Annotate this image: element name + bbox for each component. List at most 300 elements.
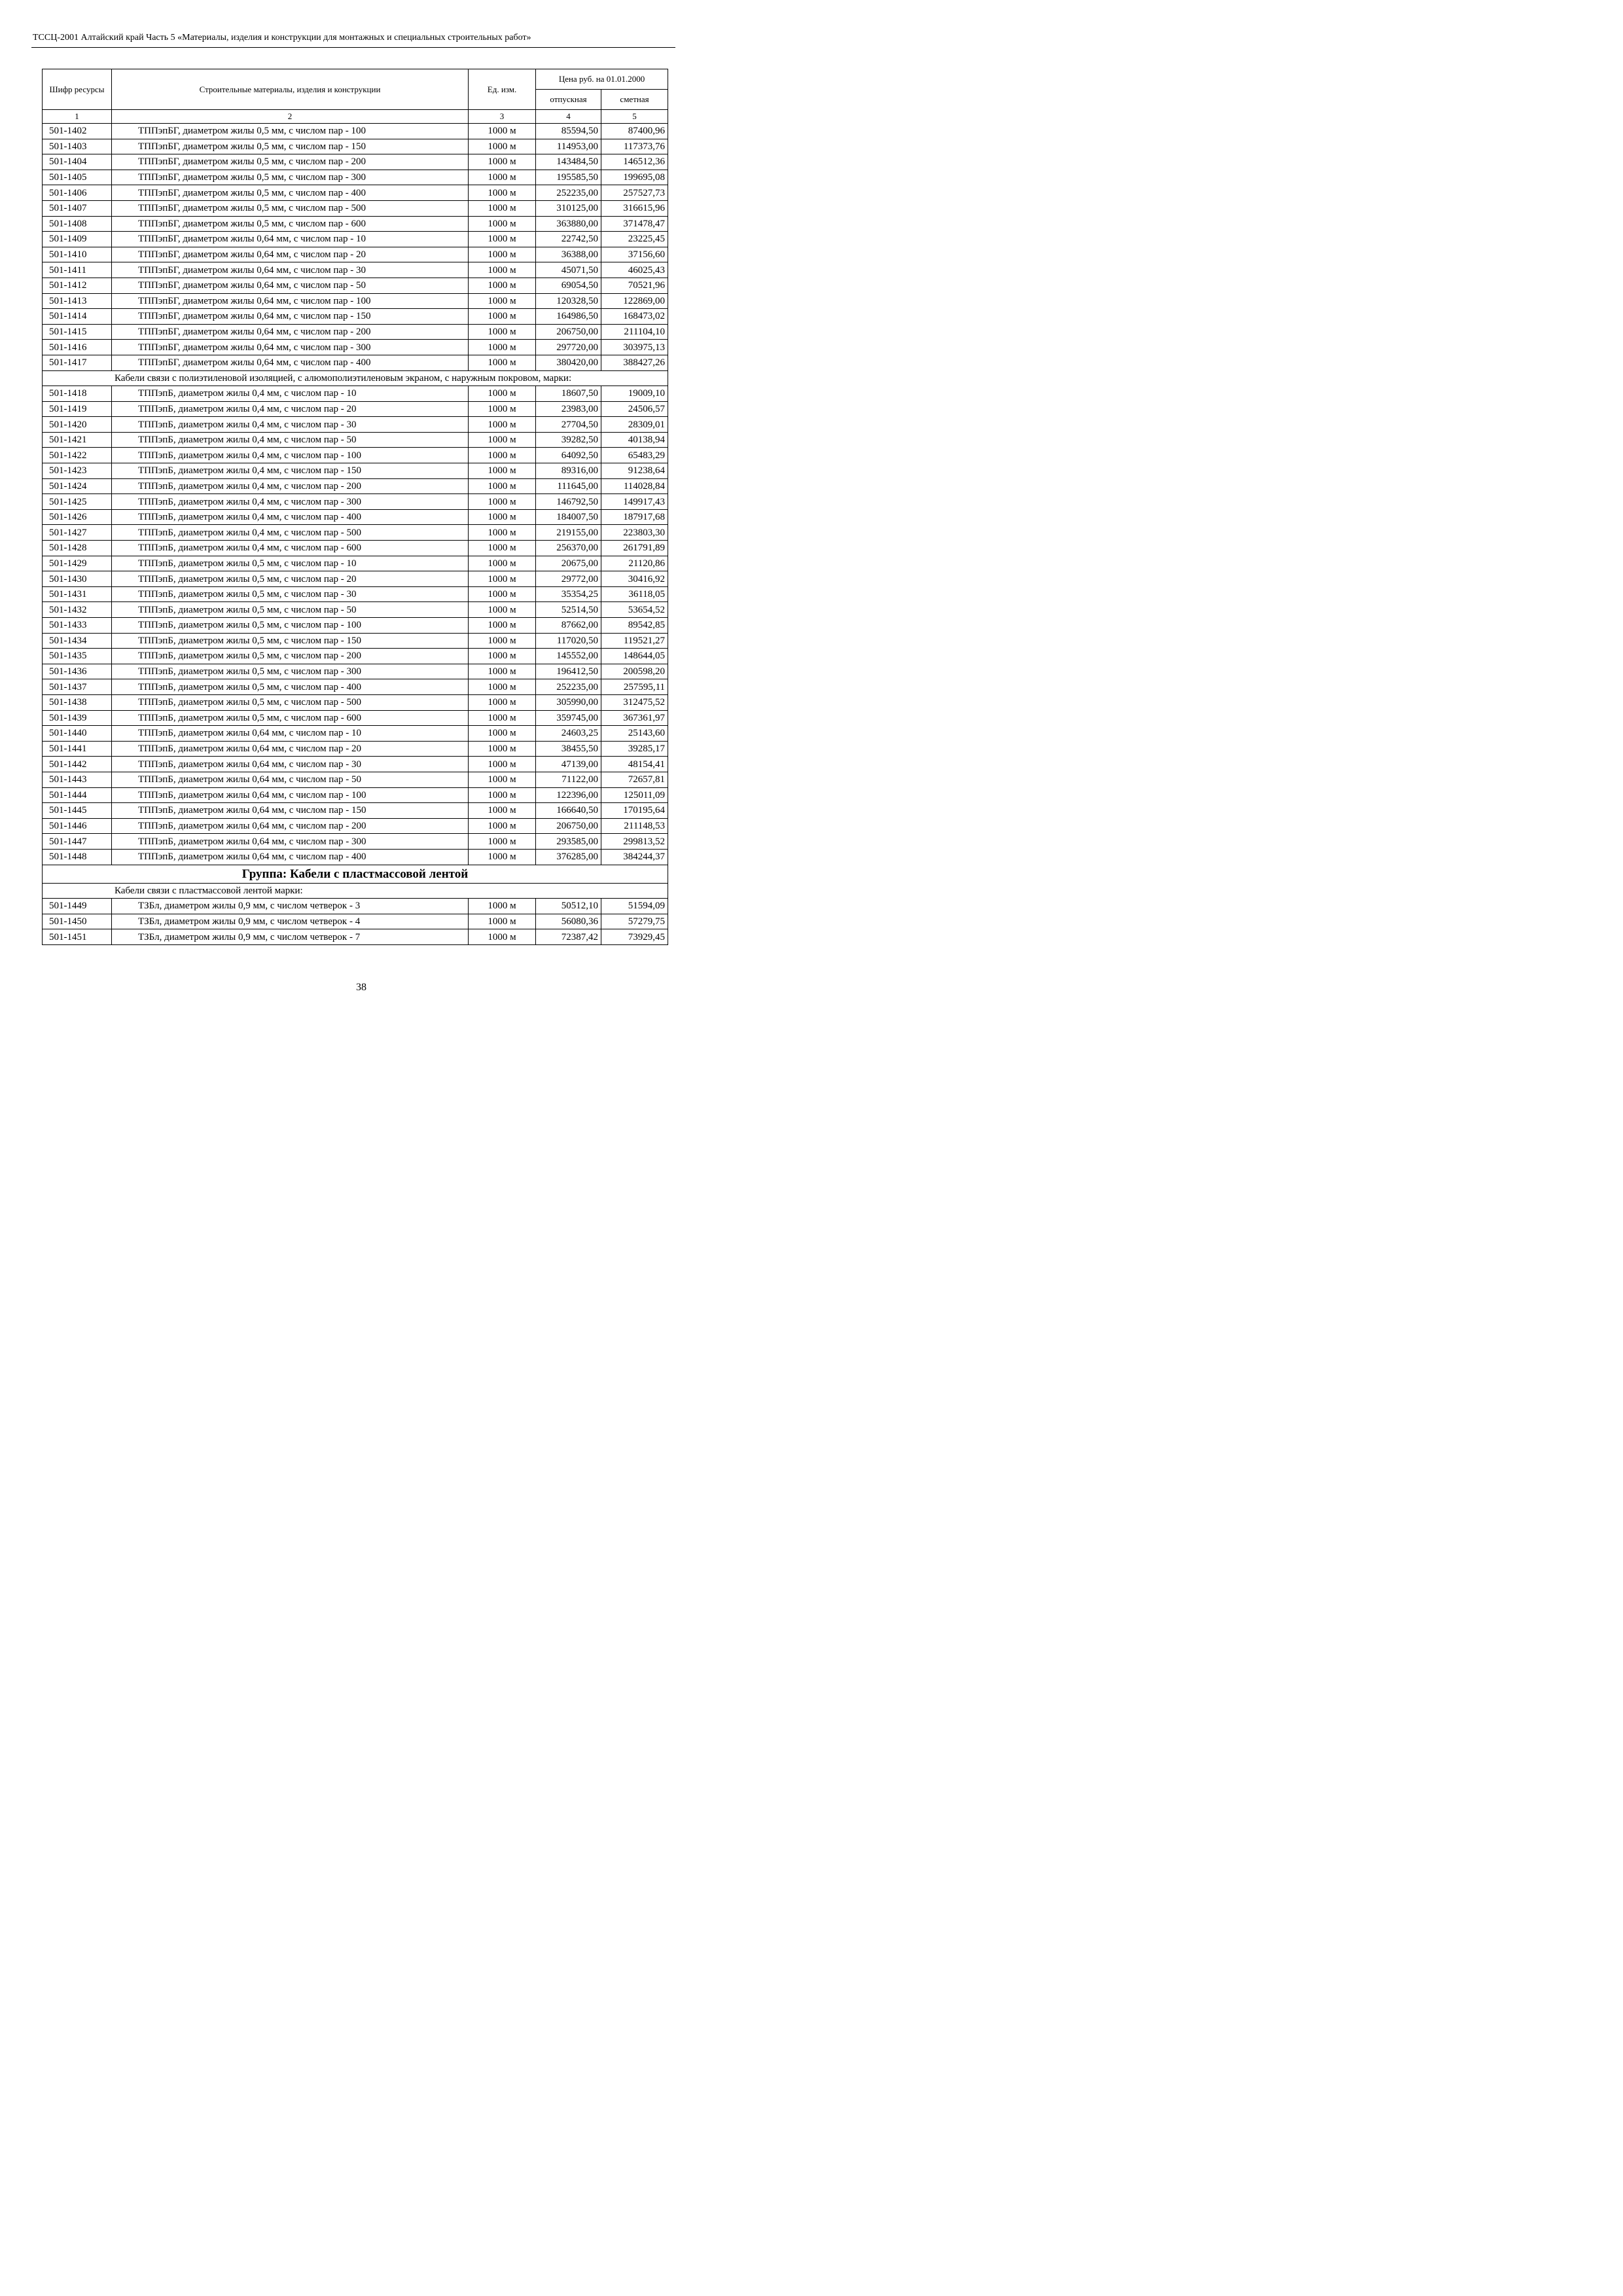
cell-code: 501-1410	[43, 247, 112, 262]
cell-name: ТППэпБ, диаметром жилы 0,5 мм, с числом пар - 150	[112, 633, 469, 649]
header-estimate-price: сметная	[601, 90, 668, 110]
cell-unit: 1000 м	[469, 914, 536, 929]
table-row	[43, 618, 668, 634]
cell-name: ТППэпБ, диаметром жилы 0,5 мм, с числом пар - 500	[112, 694, 469, 710]
cell-code: 501-1424	[43, 478, 112, 494]
cell-release: 206750,00	[536, 324, 601, 340]
cell-name: ТППэпБ, диаметром жилы 0,64 мм, с числом пар - 300	[112, 834, 469, 850]
cell-estimate: 37156,60	[601, 247, 668, 262]
cell-unit: 1000 м	[469, 154, 536, 170]
cell-unit: 1000 м	[469, 803, 536, 819]
cell-estimate: 312475,52	[601, 694, 668, 710]
cell-name: ТППэпБ, диаметром жилы 0,64 мм, с числом пар - 400	[112, 849, 469, 865]
cell-estimate: 211104,10	[601, 324, 668, 340]
cell-unit: 1000 м	[469, 432, 536, 448]
cell-estimate: 65483,29	[601, 448, 668, 463]
cell-unit: 1000 м	[469, 899, 536, 914]
table-row	[43, 340, 668, 355]
cell-unit: 1000 м	[469, 556, 536, 571]
cell-estimate: 87400,96	[601, 124, 668, 139]
cell-release: 71122,00	[536, 772, 601, 787]
cell-name: ТППэпБ, диаметром жилы 0,5 мм, с числом пар - 100	[112, 618, 469, 634]
price-table	[42, 69, 668, 945]
cell-release: 64092,50	[536, 448, 601, 463]
cell-name: ТППэпБ, диаметром жилы 0,5 мм, с числом пар - 600	[112, 710, 469, 726]
cell-estimate: 200598,20	[601, 664, 668, 679]
table-row	[43, 803, 668, 819]
cell-estimate: 149917,43	[601, 494, 668, 510]
cell-estimate: 28309,01	[601, 417, 668, 433]
cell-code: 501-1437	[43, 679, 112, 695]
cell-release: 27704,50	[536, 417, 601, 433]
cell-code: 501-1419	[43, 401, 112, 417]
cell-code: 501-1451	[43, 929, 112, 945]
cell-code: 501-1438	[43, 694, 112, 710]
cell-release: 184007,50	[536, 509, 601, 525]
cell-name: ТППэпБ, диаметром жилы 0,64 мм, с числом пар - 150	[112, 803, 469, 819]
cell-release: 166640,50	[536, 803, 601, 819]
cell-estimate: 23225,45	[601, 232, 668, 247]
cell-release: 145552,00	[536, 649, 601, 664]
table-row	[43, 914, 668, 929]
cell-estimate: 303975,13	[601, 340, 668, 355]
cell-release: 35354,25	[536, 586, 601, 602]
cell-name: ТППэпБГ, диаметром жилы 0,64 мм, с числом пар - 300	[112, 340, 469, 355]
table-row	[43, 586, 668, 602]
table-row	[43, 448, 668, 463]
cell-unit: 1000 м	[469, 618, 536, 634]
table-row	[43, 232, 668, 247]
cell-estimate: 39285,17	[601, 741, 668, 757]
cell-unit: 1000 м	[469, 340, 536, 355]
table-row	[43, 324, 668, 340]
table-row	[43, 726, 668, 742]
cell-code: 501-1413	[43, 293, 112, 309]
table-row	[43, 556, 668, 571]
table-row	[43, 170, 668, 185]
cell-release: 120328,50	[536, 293, 601, 309]
cell-release: 22742,50	[536, 232, 601, 247]
cell-name: ТППэпБ, диаметром жилы 0,5 мм, с числом пар - 30	[112, 586, 469, 602]
cell-release: 45071,50	[536, 262, 601, 278]
cell-release: 256370,00	[536, 541, 601, 556]
section-heading: Кабели связи с пластмассовой лентой марки:	[43, 883, 668, 899]
cell-unit: 1000 м	[469, 200, 536, 216]
column-number: 4	[536, 110, 601, 124]
cell-release: 39282,50	[536, 432, 601, 448]
cell-unit: 1000 м	[469, 586, 536, 602]
cell-estimate: 73929,45	[601, 929, 668, 945]
cell-code: 501-1421	[43, 432, 112, 448]
cell-unit: 1000 м	[469, 232, 536, 247]
cell-release: 305990,00	[536, 694, 601, 710]
cell-unit: 1000 м	[469, 818, 536, 834]
cell-release: 20675,00	[536, 556, 601, 571]
table-row	[43, 602, 668, 618]
cell-release: 89316,00	[536, 463, 601, 479]
cell-code: 501-1445	[43, 803, 112, 819]
cell-estimate: 187917,68	[601, 509, 668, 525]
column-numbers-row	[43, 110, 668, 124]
cell-release: 72387,42	[536, 929, 601, 945]
cell-name: ТППэпБГ, диаметром жилы 0,64 мм, с числом пар - 50	[112, 278, 469, 293]
table-row	[43, 417, 668, 433]
table-row	[43, 710, 668, 726]
cell-unit: 1000 м	[469, 216, 536, 232]
cell-name: ТППэпБГ, диаметром жилы 0,5 мм, с числом пар - 300	[112, 170, 469, 185]
cell-name: ТППэпБ, диаметром жилы 0,4 мм, с числом пар - 400	[112, 509, 469, 525]
cell-release: 380420,00	[536, 355, 601, 370]
cell-unit: 1000 м	[469, 124, 536, 139]
cell-estimate: 21120,86	[601, 556, 668, 571]
header-price: Цена руб. на 01.01.2000	[536, 69, 668, 90]
cell-code: 501-1415	[43, 324, 112, 340]
table-row	[43, 541, 668, 556]
cell-code: 501-1411	[43, 262, 112, 278]
column-number: 2	[112, 110, 469, 124]
cell-code: 501-1422	[43, 448, 112, 463]
cell-unit: 1000 м	[469, 355, 536, 370]
cell-code: 501-1440	[43, 726, 112, 742]
cell-code: 501-1434	[43, 633, 112, 649]
cell-name: ТППэпБГ, диаметром жилы 0,64 мм, с числом пар - 10	[112, 232, 469, 247]
cell-name: ТППэпБ, диаметром жилы 0,5 мм, с числом пар - 20	[112, 571, 469, 587]
table-row	[43, 463, 668, 479]
header-release-price: отпускная	[536, 90, 601, 110]
cell-estimate: 89542,85	[601, 618, 668, 634]
cell-unit: 1000 м	[469, 679, 536, 695]
cell-name: ТППэпБГ, диаметром жилы 0,64 мм, с числом пар - 30	[112, 262, 469, 278]
cell-unit: 1000 м	[469, 694, 536, 710]
cell-unit: 1000 м	[469, 726, 536, 742]
cell-name: ТППэпБ, диаметром жилы 0,4 мм, с числом пар - 500	[112, 525, 469, 541]
cell-unit: 1000 м	[469, 170, 536, 185]
cell-estimate: 119521,27	[601, 633, 668, 649]
cell-release: 38455,50	[536, 741, 601, 757]
column-number: 5	[601, 110, 668, 124]
table-row	[43, 139, 668, 154]
cell-code: 501-1417	[43, 355, 112, 370]
cell-name: ТППэпБГ, диаметром жилы 0,64 мм, с числом пар - 150	[112, 309, 469, 325]
cell-code: 501-1450	[43, 914, 112, 929]
table-row	[43, 664, 668, 679]
cell-estimate: 24506,57	[601, 401, 668, 417]
cell-release: 196412,50	[536, 664, 601, 679]
table-row	[43, 694, 668, 710]
column-number: 3	[469, 110, 536, 124]
cell-release: 293585,00	[536, 834, 601, 850]
table-row	[43, 679, 668, 695]
table-row	[43, 247, 668, 262]
cell-unit: 1000 м	[469, 278, 536, 293]
table-row	[43, 185, 668, 201]
cell-code: 501-1447	[43, 834, 112, 850]
cell-estimate: 46025,43	[601, 262, 668, 278]
cell-release: 164986,50	[536, 309, 601, 325]
cell-unit: 1000 м	[469, 417, 536, 433]
cell-estimate: 170195,64	[601, 803, 668, 819]
cell-release: 359745,00	[536, 710, 601, 726]
cell-estimate: 48154,41	[601, 757, 668, 772]
cell-unit: 1000 м	[469, 247, 536, 262]
cell-unit: 1000 м	[469, 525, 536, 541]
table-row	[43, 649, 668, 664]
cell-release: 52514,50	[536, 602, 601, 618]
cell-release: 206750,00	[536, 818, 601, 834]
cell-code: 501-1444	[43, 787, 112, 803]
table-row	[43, 494, 668, 510]
table-row	[43, 849, 668, 865]
cell-name: ТППэпБ, диаметром жилы 0,64 мм, с числом пар - 20	[112, 741, 469, 757]
cell-name: ТППэпБГ, диаметром жилы 0,5 мм, с числом пар - 200	[112, 154, 469, 170]
table-row	[43, 154, 668, 170]
cell-code: 501-1436	[43, 664, 112, 679]
cell-name: ТППэпБ, диаметром жилы 0,4 мм, с числом пар - 10	[112, 386, 469, 402]
table-row	[43, 124, 668, 139]
cell-release: 122396,00	[536, 787, 601, 803]
cell-estimate: 384244,37	[601, 849, 668, 865]
cell-unit: 1000 м	[469, 834, 536, 850]
cell-code: 501-1431	[43, 586, 112, 602]
cell-unit: 1000 м	[469, 401, 536, 417]
table-row	[43, 633, 668, 649]
cell-estimate: 148644,05	[601, 649, 668, 664]
cell-unit: 1000 м	[469, 649, 536, 664]
table-row	[43, 834, 668, 850]
cell-unit: 1000 м	[469, 478, 536, 494]
cell-name: ТППэпБГ, диаметром жилы 0,5 мм, с числом пар - 100	[112, 124, 469, 139]
cell-unit: 1000 м	[469, 571, 536, 587]
cell-release: 24603,25	[536, 726, 601, 742]
cell-unit: 1000 м	[469, 262, 536, 278]
document-header-title: ТССЦ-2001 Алтайский край Часть 5 «Материалы, изделия и конструкции для монтажных и специальных строительных работ»	[33, 33, 531, 43]
group-heading: Группа: Кабели с пластмассовой лентой	[43, 865, 668, 883]
cell-name: ТППэпБ, диаметром жилы 0,4 мм, с числом пар - 150	[112, 463, 469, 479]
cell-unit: 1000 м	[469, 309, 536, 325]
cell-release: 111645,00	[536, 478, 601, 494]
table-row	[43, 929, 668, 945]
cell-code: 501-1420	[43, 417, 112, 433]
cell-estimate: 51594,09	[601, 899, 668, 914]
cell-code: 501-1408	[43, 216, 112, 232]
cell-code: 501-1416	[43, 340, 112, 355]
cell-unit: 1000 м	[469, 633, 536, 649]
cell-name: ТППэпБГ, диаметром жилы 0,64 мм, с числом пар - 400	[112, 355, 469, 370]
cell-code: 501-1402	[43, 124, 112, 139]
cell-estimate: 257595,11	[601, 679, 668, 695]
cell-unit: 1000 м	[469, 509, 536, 525]
cell-estimate: 25143,60	[601, 726, 668, 742]
cell-name: ТЗБл, диаметром жилы 0,9 мм, с числом четверок - 3	[112, 899, 469, 914]
cell-name: ТППэпБГ, диаметром жилы 0,64 мм, с числом пар - 20	[112, 247, 469, 262]
cell-code: 501-1429	[43, 556, 112, 571]
cell-name: ТППэпБ, диаметром жилы 0,64 мм, с числом пар - 200	[112, 818, 469, 834]
section-heading-row	[43, 883, 668, 899]
cell-release: 143484,50	[536, 154, 601, 170]
cell-code: 501-1432	[43, 602, 112, 618]
cell-name: ТППэпБГ, диаметром жилы 0,5 мм, с числом пар - 600	[112, 216, 469, 232]
cell-name: ТППэпБ, диаметром жилы 0,4 мм, с числом пар - 50	[112, 432, 469, 448]
cell-release: 29772,00	[536, 571, 601, 587]
cell-release: 376285,00	[536, 849, 601, 865]
cell-code: 501-1407	[43, 200, 112, 216]
cell-estimate: 168473,02	[601, 309, 668, 325]
cell-name: ТППэпБ, диаметром жилы 0,4 мм, с числом пар - 200	[112, 478, 469, 494]
cell-release: 297720,00	[536, 340, 601, 355]
cell-name: ТППэпБ, диаметром жилы 0,64 мм, с числом пар - 30	[112, 757, 469, 772]
cell-name: ТППэпБ, диаметром жилы 0,64 мм, с числом пар - 100	[112, 787, 469, 803]
cell-unit: 1000 м	[469, 494, 536, 510]
cell-release: 36388,00	[536, 247, 601, 262]
cell-estimate: 72657,81	[601, 772, 668, 787]
table-row	[43, 772, 668, 787]
cell-release: 50512,10	[536, 899, 601, 914]
cell-code: 501-1427	[43, 525, 112, 541]
cell-estimate: 199695,08	[601, 170, 668, 185]
cell-name: ТППэпБГ, диаметром жилы 0,64 мм, с числом пар - 100	[112, 293, 469, 309]
cell-unit: 1000 м	[469, 386, 536, 402]
cell-unit: 1000 м	[469, 710, 536, 726]
cell-name: ТППэпБ, диаметром жилы 0,4 мм, с числом пар - 100	[112, 448, 469, 463]
cell-release: 18607,50	[536, 386, 601, 402]
cell-estimate: 40138,94	[601, 432, 668, 448]
cell-code: 501-1426	[43, 509, 112, 525]
cell-release: 117020,50	[536, 633, 601, 649]
cell-name: ТППэпБГ, диаметром жилы 0,5 мм, с числом пар - 150	[112, 139, 469, 154]
cell-name: ТППэпБ, диаметром жилы 0,4 мм, с числом пар - 600	[112, 541, 469, 556]
cell-release: 23983,00	[536, 401, 601, 417]
cell-unit: 1000 м	[469, 602, 536, 618]
table-row	[43, 899, 668, 914]
cell-estimate: 257527,73	[601, 185, 668, 201]
cell-estimate: 36118,05	[601, 586, 668, 602]
cell-estimate: 114028,84	[601, 478, 668, 494]
page-number: 38	[356, 982, 366, 993]
cell-estimate: 57279,75	[601, 914, 668, 929]
cell-unit: 1000 м	[469, 741, 536, 757]
cell-code: 501-1446	[43, 818, 112, 834]
table-row	[43, 200, 668, 216]
cell-estimate: 211148,53	[601, 818, 668, 834]
cell-code: 501-1423	[43, 463, 112, 479]
cell-name: ТППэпБ, диаметром жилы 0,4 мм, с числом пар - 20	[112, 401, 469, 417]
cell-code: 501-1425	[43, 494, 112, 510]
cell-unit: 1000 м	[469, 463, 536, 479]
cell-code: 501-1448	[43, 849, 112, 865]
cell-release: 114953,00	[536, 139, 601, 154]
table-row	[43, 478, 668, 494]
cell-estimate: 223803,30	[601, 525, 668, 541]
table-row	[43, 571, 668, 587]
cell-unit: 1000 м	[469, 849, 536, 865]
cell-code: 501-1435	[43, 649, 112, 664]
cell-estimate: 299813,52	[601, 834, 668, 850]
cell-estimate: 388427,26	[601, 355, 668, 370]
cell-release: 85594,50	[536, 124, 601, 139]
cell-code: 501-1428	[43, 541, 112, 556]
cell-unit: 1000 м	[469, 324, 536, 340]
section-heading-row	[43, 370, 668, 386]
cell-estimate: 117373,76	[601, 139, 668, 154]
table-body-a	[43, 124, 668, 371]
cell-unit: 1000 м	[469, 185, 536, 201]
table-row	[43, 278, 668, 293]
header-name: Строительные материалы, изделия и конструкции	[112, 69, 469, 110]
cell-release: 146792,50	[536, 494, 601, 510]
cell-code: 501-1404	[43, 154, 112, 170]
cell-release: 195585,50	[536, 170, 601, 185]
cell-estimate: 70521,96	[601, 278, 668, 293]
table-row	[43, 509, 668, 525]
cell-unit: 1000 м	[469, 293, 536, 309]
cell-release: 47139,00	[536, 757, 601, 772]
cell-release: 56080,36	[536, 914, 601, 929]
cell-estimate: 122869,00	[601, 293, 668, 309]
cell-estimate: 316615,96	[601, 200, 668, 216]
cell-code: 501-1439	[43, 710, 112, 726]
cell-unit: 1000 м	[469, 772, 536, 787]
cell-name: ТППэпБГ, диаметром жилы 0,64 мм, с числом пар - 200	[112, 324, 469, 340]
cell-name: ТЗБл, диаметром жилы 0,9 мм, с числом четверок - 4	[112, 914, 469, 929]
column-number: 1	[43, 110, 112, 124]
table-row	[43, 293, 668, 309]
cell-name: ТППэпБ, диаметром жилы 0,5 мм, с числом пар - 200	[112, 649, 469, 664]
table-row	[43, 818, 668, 834]
cell-release: 363880,00	[536, 216, 601, 232]
cell-estimate: 91238,64	[601, 463, 668, 479]
table-row	[43, 401, 668, 417]
cell-code: 501-1433	[43, 618, 112, 634]
cell-release: 69054,50	[536, 278, 601, 293]
table-row	[43, 525, 668, 541]
cell-unit: 1000 м	[469, 541, 536, 556]
header-unit: Ед. изм.	[469, 69, 536, 110]
cell-code: 501-1412	[43, 278, 112, 293]
cell-release: 310125,00	[536, 200, 601, 216]
cell-name: ТЗБл, диаметром жилы 0,9 мм, с числом четверок - 7	[112, 929, 469, 945]
cell-code: 501-1443	[43, 772, 112, 787]
cell-unit: 1000 м	[469, 448, 536, 463]
cell-code: 501-1449	[43, 899, 112, 914]
cell-unit: 1000 м	[469, 664, 536, 679]
cell-name: ТППэпБГ, диаметром жилы 0,5 мм, с числом пар - 500	[112, 200, 469, 216]
cell-unit: 1000 м	[469, 787, 536, 803]
cell-release: 252235,00	[536, 679, 601, 695]
cell-name: ТППэпБ, диаметром жилы 0,5 мм, с числом пар - 300	[112, 664, 469, 679]
cell-estimate: 30416,92	[601, 571, 668, 587]
cell-code: 501-1441	[43, 741, 112, 757]
cell-estimate: 146512,36	[601, 154, 668, 170]
cell-release: 219155,00	[536, 525, 601, 541]
cell-code: 501-1430	[43, 571, 112, 587]
cell-code: 501-1405	[43, 170, 112, 185]
cell-unit: 1000 м	[469, 757, 536, 772]
cell-name: ТППэпБ, диаметром жилы 0,5 мм, с числом пар - 50	[112, 602, 469, 618]
cell-unit: 1000 м	[469, 139, 536, 154]
table-row	[43, 262, 668, 278]
cell-estimate: 19009,10	[601, 386, 668, 402]
table-row	[43, 787, 668, 803]
cell-name: ТППэпБ, диаметром жилы 0,64 мм, с числом пар - 10	[112, 726, 469, 742]
header-divider	[31, 47, 675, 48]
cell-estimate: 367361,97	[601, 710, 668, 726]
table-row	[43, 741, 668, 757]
cell-unit: 1000 м	[469, 929, 536, 945]
cell-estimate: 53654,52	[601, 602, 668, 618]
section-b	[43, 370, 668, 386]
cell-name: ТППэпБ, диаметром жилы 0,4 мм, с числом пар - 300	[112, 494, 469, 510]
group-heading-row	[43, 865, 668, 883]
